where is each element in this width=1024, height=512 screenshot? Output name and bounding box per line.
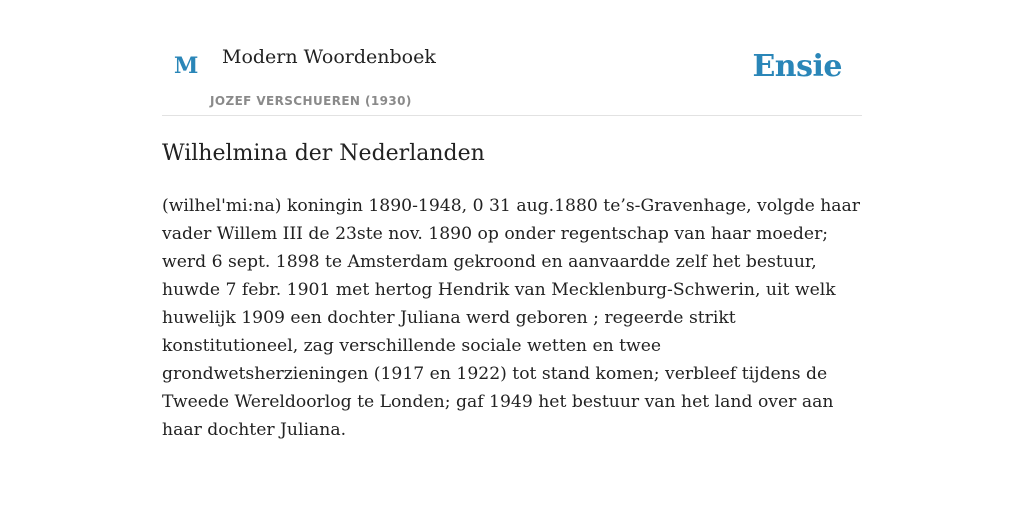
book-title: Modern Woordenboek — [222, 46, 436, 68]
dictionary-logo-icon: M — [174, 53, 199, 79]
ensie-brand-link[interactable]: Ensie — [752, 49, 842, 84]
source-header — [162, 0, 862, 116]
entry-body: (wilhel'mi:na) koningin 1890-1948, 0 31 aug.1880 te’s-Gravenhage, volgde haar vader Willem III de 23ste nov. 1890 op onder regentschap van haar moeder; werd 6 sept. 1898 te Amsterdam gekroond en aanvaardde zelf het bestuur, huwde 7 febr. 1901 met hertog Hendrik van Mecklenburg-Schwerin, uit welk huwelijk 1909 een dochter Juliana werd geboren ; regeerde strikt konstitutioneel, zag verschillende sociale wetten en twee grondwetsherzieningen (1917 en 1922) tot stand komen; verbleef tijdens de Tweede Wereldoorlog te Londen; gaf 1949 het bestuur van het land over aan haar dochter Juliana. — [162, 196, 861, 440]
book-author: JOZEF VERSCHUEREN (1930) — [210, 94, 412, 108]
entry-title: Wilhelmina der Nederlanden — [162, 141, 485, 166]
